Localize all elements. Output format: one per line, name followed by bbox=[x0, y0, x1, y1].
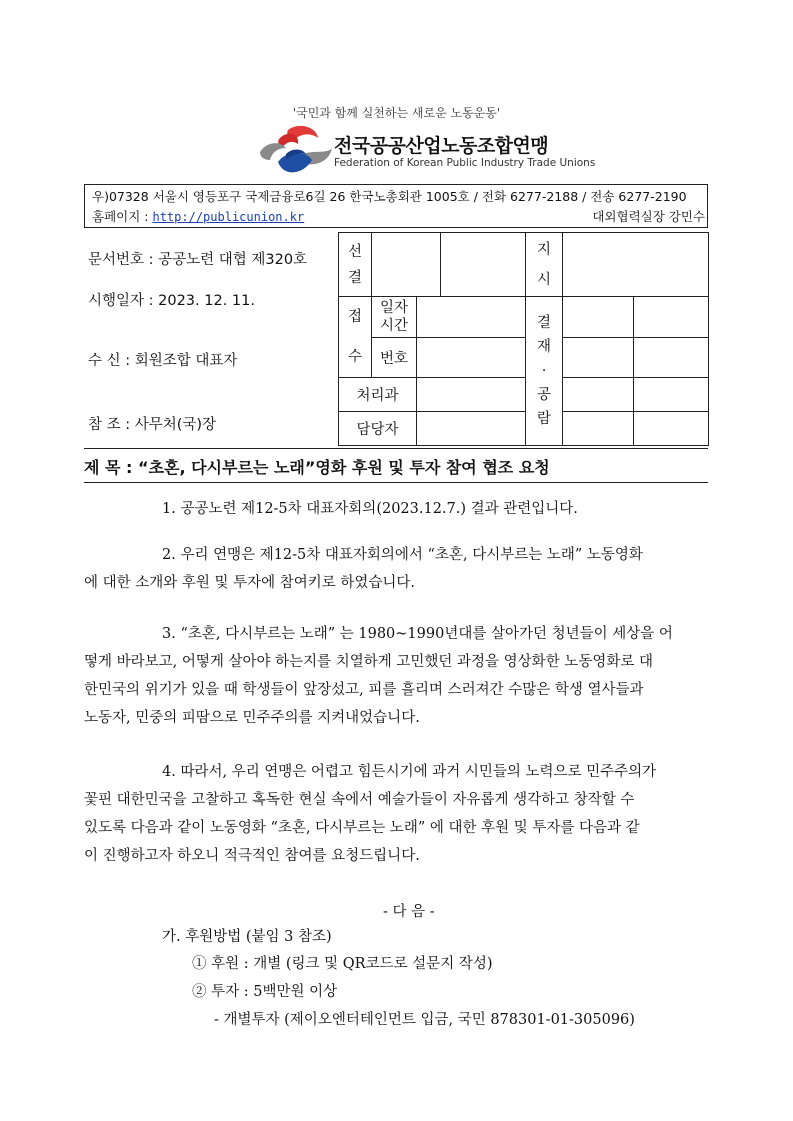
approval-cell bbox=[563, 297, 634, 338]
approval-cell-beonho: 번호 bbox=[372, 338, 417, 378]
approval-cell-sun: 선 결 bbox=[339, 233, 372, 297]
paragraph-3-line: 떻게 바라보고, 어떻게 살아야 하는지를 치열하게 고민했던 과정을 영상화한 노동영화로 대 bbox=[84, 654, 653, 670]
details-item-a: 가. 후원방법 (붙임 3 참조) bbox=[162, 929, 332, 945]
details-item-a2-sub: - 개별투자 (제이오엔터테인먼트 입금, 국민 878301-01-305096) bbox=[214, 1012, 635, 1028]
slogan: '국민과 함께 실천하는 새로운 노동운동' bbox=[292, 106, 501, 120]
issue-date: 시행일자 : 2023. 12. 11. bbox=[88, 293, 255, 309]
approval-cell bbox=[634, 338, 709, 378]
approval-cell-damdangja: 담당자 bbox=[339, 412, 417, 446]
approval-cell bbox=[563, 338, 634, 378]
approval-cell bbox=[563, 412, 634, 446]
org-name-en: Federation of Korean Public Industry Trade Unions bbox=[334, 157, 596, 169]
approval-cell bbox=[441, 233, 526, 297]
approval-cell bbox=[563, 233, 709, 297]
approval-cell bbox=[634, 378, 709, 412]
details-item-a1: ① 후원 : 개별 (링크 및 QR코드로 설문지 작성) bbox=[192, 956, 493, 972]
recipient: 수 신 : 회원조합 대표자 bbox=[88, 353, 238, 369]
paragraph-3-line: 한민국의 위기가 있을 때 학생들이 앞장섰고, 피를 흘리며 스러져간 수많은 학생 열사들과 bbox=[84, 682, 644, 698]
approval-cell bbox=[417, 297, 526, 338]
paragraph-4-line: 꽃핀 대한민국을 고찰하고 혹독한 현실 속에서 예술가들이 자유롭게 생각하고 창작할 수 bbox=[84, 792, 635, 808]
homepage bbox=[92, 207, 304, 225]
org-logo bbox=[258, 124, 334, 176]
approval-cell-cheorigwa: 처리과 bbox=[339, 378, 417, 412]
approval-cell bbox=[417, 378, 526, 412]
details-heading: - 다 음 - bbox=[383, 904, 435, 920]
details-item-a2: ② 투자 : 5백만원 이상 bbox=[192, 984, 338, 1000]
approval-cell bbox=[417, 338, 526, 378]
contact-person: 대외협력실장 강민수 bbox=[592, 209, 705, 224]
paragraph-4-line: 4. 따라서, 우리 연맹은 어렵고 힘든시기에 과거 시민들의 노력으로 민주주의가 bbox=[162, 764, 657, 780]
paragraph-3-line: 노동자, 민중의 피땀으로 민주주의를 지켜내었습니다. bbox=[84, 710, 420, 726]
reference: 참 조 : 사무처(국)장 bbox=[88, 417, 217, 433]
paragraph-1: 1. 공공노련 제12-5차 대표자회의(2023.12.7.) 결과 관련입니다. bbox=[162, 501, 578, 517]
approval-cell-ilja: 일자 시간 bbox=[372, 297, 417, 338]
subject-top-rule bbox=[84, 448, 708, 449]
approval-cell bbox=[563, 378, 634, 412]
approval-cell bbox=[372, 233, 441, 297]
paragraph-4-line: 이 진행하고자 하오니 적극적인 참여를 요청드립니다. bbox=[84, 848, 420, 864]
paragraph-3-line: 3. “초혼, 다시부르는 노래” 는 1980~1990년대를 살아가던 청년들이 세상을 어 bbox=[162, 626, 673, 642]
approval-cell-jisi: 지 시 bbox=[526, 233, 563, 297]
doc-number: 문서번호 : 공공노련 대협 제320호 bbox=[88, 252, 308, 268]
paragraph-2-line: 2. 우리 연맹은 제12-5차 대표자회의에서 “초혼, 다시부르는 노래” 노동영화 bbox=[162, 547, 643, 563]
paragraph-4-line: 있도록 다음과 같이 노동영화 “초혼, 다시부르는 노래” 에 대한 후원 및 투자를 다음과 같 bbox=[84, 820, 640, 836]
subject-bottom-rule bbox=[84, 482, 708, 483]
org-name-ko: 전국공공산업노동조합연맹 bbox=[334, 135, 549, 157]
address: 우)07328 서울시 영등포구 국제금융로6길 26 한국노총회관 1005호 / 전화 6277-2188 / 전송 6277-2190 bbox=[92, 189, 687, 204]
approval-cell-jeopsu: 접 수 bbox=[339, 297, 372, 378]
paragraph-2-line: 에 대한 소개와 후원 및 투자에 참여키로 하였습니다. bbox=[84, 575, 416, 591]
subject: 제 목 : “초혼, 다시부르는 노래”영화 후원 및 투자 참여 협조 요청 bbox=[84, 458, 550, 477]
approval-cell bbox=[634, 412, 709, 446]
homepage-link[interactable]: http://publicunion.kr bbox=[152, 210, 305, 224]
approval-cell bbox=[417, 412, 526, 446]
approval-table bbox=[338, 232, 709, 446]
approval-cell-gyeoljae: 결 재 · 공 람 bbox=[526, 297, 563, 446]
approval-cell bbox=[634, 297, 709, 338]
homepage-label: 홈페이지 : bbox=[92, 209, 153, 224]
